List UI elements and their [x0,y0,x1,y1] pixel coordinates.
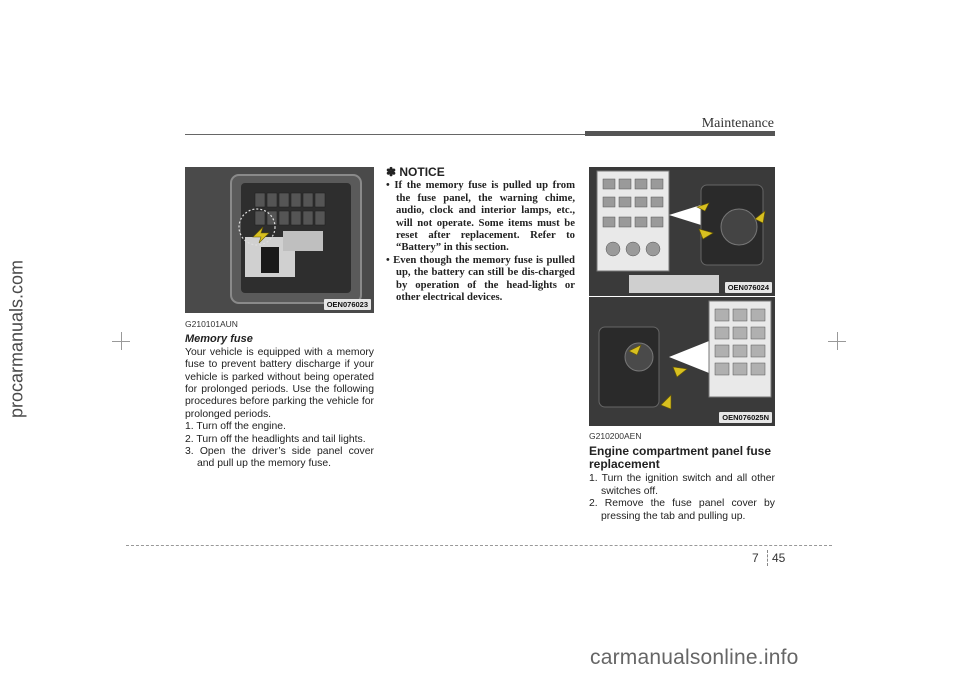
page-divider [767,550,768,566]
figure-code: OEN076024 [725,282,772,293]
engine-bay-photo-2 [589,297,775,426]
step-item: 3. Open the driver’s side panel cover and pull up the memory fuse. [185,446,374,470]
engine-panel-steps [589,473,775,523]
memory-fuse-illustration [185,167,374,313]
page-number: 45 [772,551,786,565]
memory-fuse-section [185,318,374,471]
bottom-watermark: carmanualsonline.info [590,646,799,669]
section-title: Maintenance [701,116,774,131]
step-item: 1. Turn off the engine. [185,421,286,433]
footer-rule [126,545,832,546]
step-item: 2. Remove the fuse panel cover by pressing the tab and pulling up. [589,498,775,522]
crop-mark-left-v [121,332,122,350]
engine-panel-title: Engine compartment panel fuse replacement [589,444,772,472]
figure-code: OEN076025N [719,412,772,423]
header-rule-accent [585,131,775,136]
memory-fuse-body: Your vehicle is equipped with a memory fuse to prevent battery discharge if your vehicle is parked without being operated for prolonged periods. Use the following procedures before parking the vehicle for prolonged periods. [185,346,374,420]
section-code: G210200AEN [589,431,642,441]
engine-bay-illustration-1 [589,167,775,296]
memory-fuse-steps [185,421,374,471]
memory-fuse-photo [185,167,374,313]
step-item: 1. Turn the ignition switch and all other switches off. [589,473,775,497]
side-watermark-text: procarmanuals.com [6,259,27,419]
memory-fuse-title: Memory fuse [185,333,253,346]
engine-panel-section [589,430,775,523]
side-watermark [0,0,34,678]
step-item: 2. Turn off the headlights and tail lights. [185,433,366,445]
chapter-number: 7 [752,551,759,565]
notice-section [386,166,575,303]
header-rule [185,134,585,135]
notice-item: • Even though the memory fuse is pulled up, the battery can still be dis-charged by operation of the head-lights or other electrical devices. [386,253,575,304]
engine-bay-photo-1 [589,167,775,296]
section-code: G210101AUN [185,319,238,329]
crop-mark-right-v [837,332,838,350]
notice-title: ✽ NOTICE [386,165,445,179]
figure-code: OEN076023 [324,299,371,310]
engine-bay-illustration-2 [589,297,775,426]
notice-item: • If the memory fuse is pulled up from the fuse panel, the warning chime, audio, clock and interior lamps, etc., will not operate. Some items must be reset after replacement. Refer to “Battery” in this section. [386,179,575,254]
notice-list [386,179,575,303]
